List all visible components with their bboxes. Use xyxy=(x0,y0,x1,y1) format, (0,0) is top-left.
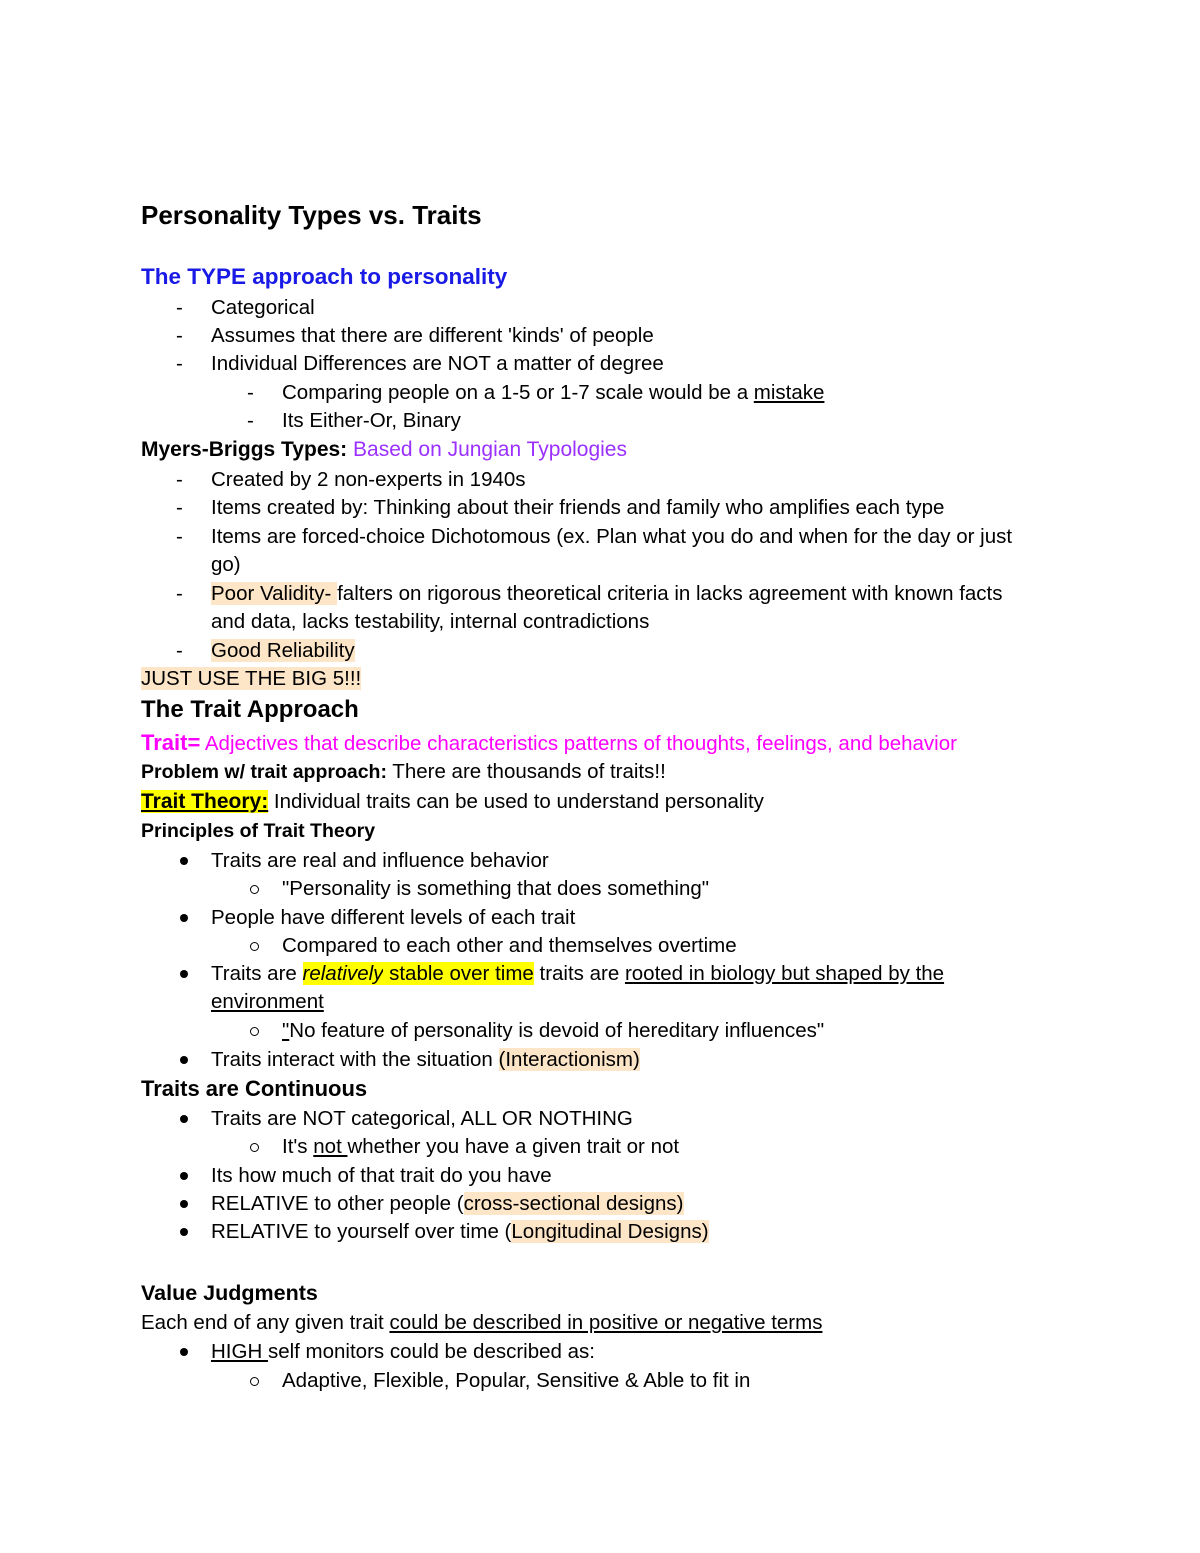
trait-definition xyxy=(141,730,957,757)
text-span: It's xyxy=(282,1135,314,1158)
relatively-highlight: relatively xyxy=(302,962,384,985)
myers-briggs-line xyxy=(141,437,627,463)
poor-validity-highlight: Poor Validity- xyxy=(211,582,338,605)
circle-bullet-icon xyxy=(250,1143,259,1152)
bullet-icon xyxy=(180,914,188,922)
value-judgments-heading: Value Judgments xyxy=(141,1281,318,1305)
underlined-text: could be described in positive or negative terms xyxy=(389,1311,823,1334)
list-item-continued: go) xyxy=(211,553,241,576)
myers-briggs-label: Myers-Briggs Types: xyxy=(141,438,348,461)
interactionism-highlight: (Interactionism) xyxy=(498,1048,640,1071)
good-reliability-highlight: Good Reliability xyxy=(211,639,355,662)
problem-text: There are thousands of traits!! xyxy=(386,760,666,783)
trait-label: Trait= xyxy=(141,730,201,755)
circle-bullet-icon xyxy=(250,885,259,894)
type-approach-heading: The TYPE approach to personality xyxy=(141,264,508,289)
dash-marker: - xyxy=(247,409,254,432)
circle-bullet-icon xyxy=(250,942,259,951)
list-item xyxy=(211,581,1003,607)
bullet-icon xyxy=(180,1348,188,1356)
list-item xyxy=(211,1339,595,1365)
trait-theory-label: Trait Theory: xyxy=(141,790,269,813)
problem-label: Problem w/ trait approach: xyxy=(141,761,387,783)
sub-list-item xyxy=(282,380,824,406)
text-span: self monitors could be described as: xyxy=(267,1340,595,1363)
quote-text: No feature of personality is devoid of hereditary influences" xyxy=(289,1019,825,1042)
list-item: Assumes that there are different 'kinds' of people xyxy=(211,324,654,347)
circle-bullet-icon xyxy=(250,1027,259,1036)
list-item: Traits are NOT categorical, ALL OR NOTHING xyxy=(211,1107,633,1130)
sub-list-item: Adaptive, Flexible, Popular, Sensitive & Able to fit in xyxy=(282,1369,751,1392)
underlined-quote: " xyxy=(282,1019,290,1042)
list-item: Traits are real and influence behavior xyxy=(211,849,549,872)
circle-bullet-icon xyxy=(250,1377,259,1386)
underlined-text: mistake xyxy=(753,381,825,404)
trait-def-text: Adjectives that describe characteristics patterns of thoughts, feelings, and behavior xyxy=(200,732,957,755)
bullet-icon xyxy=(180,1056,188,1064)
bullet-icon xyxy=(180,1200,188,1208)
list-item-continued: environment xyxy=(211,990,324,1013)
bullet-icon xyxy=(180,970,188,978)
dash-marker: - xyxy=(176,582,183,605)
bullet-icon xyxy=(180,857,188,865)
big5-highlight: JUST USE THE BIG 5!!! xyxy=(141,667,362,690)
sub-list-item: Compared to each other and themselves overtime xyxy=(282,934,737,957)
underlined-text: not xyxy=(313,1135,348,1158)
dash-marker: - xyxy=(176,525,183,548)
validity-text: falters on rigorous theoretical criteria in lacks agreement with known facts xyxy=(337,582,1003,605)
cross-sectional-highlight: cross-sectional designs) xyxy=(463,1192,684,1215)
dash-marker: - xyxy=(247,381,254,404)
list-item xyxy=(211,1191,684,1217)
dash-marker: - xyxy=(176,639,183,662)
list-item xyxy=(211,1047,640,1073)
dash-marker: - xyxy=(176,352,183,375)
problem-line xyxy=(141,759,666,785)
sub-list-item: Its Either-Or, Binary xyxy=(282,409,461,432)
underlined-text: rooted in biology but shaped by the xyxy=(624,962,945,985)
value-line xyxy=(141,1310,822,1336)
list-item xyxy=(211,961,944,987)
myers-briggs-note: Based on Jungian Typologies xyxy=(347,438,627,461)
dash-marker: - xyxy=(176,324,183,347)
text-span: Each end of any given trait xyxy=(141,1311,390,1334)
list-item: Created by 2 non-experts in 1940s xyxy=(211,468,526,491)
text-span: RELATIVE to other people ( xyxy=(211,1192,464,1215)
continuous-heading: Traits are Continuous xyxy=(141,1076,368,1101)
bullet-icon xyxy=(180,1115,188,1123)
list-item: Individual Differences are NOT a matter of degree xyxy=(211,352,664,375)
big5-note xyxy=(141,666,361,692)
trait-approach-heading: The Trait Approach xyxy=(141,696,359,723)
list-item-continued: and data, lacks testability, internal contradictions xyxy=(211,610,650,633)
sub-list-item xyxy=(282,1018,824,1044)
dash-marker: - xyxy=(176,296,183,319)
list-item: Items created by: Thinking about their friends and family who amplifies each type xyxy=(211,496,945,519)
text-span: Traits interact with the situation xyxy=(211,1048,499,1071)
text-span: Traits are xyxy=(211,962,303,985)
text-span: whether you have a given trait or not xyxy=(347,1135,680,1158)
trait-theory-line xyxy=(141,789,764,815)
sub-list-item: "Personality is something that does something" xyxy=(282,877,710,900)
list-item xyxy=(211,638,355,664)
dash-marker: - xyxy=(176,496,183,519)
list-item: People have different levels of each trait xyxy=(211,906,576,929)
list-item xyxy=(211,1219,709,1245)
trait-theory-text: Individual traits can be used to understand personality xyxy=(268,790,764,813)
principles-heading: Principles of Trait Theory xyxy=(141,820,376,842)
text-span: traits are xyxy=(533,962,625,985)
list-item: Its how much of that trait do you have xyxy=(211,1164,552,1187)
dash-marker: - xyxy=(176,468,183,491)
sub-list-item xyxy=(282,1134,679,1160)
stable-highlight: stable over time xyxy=(383,962,534,985)
sub-item-text: Comparing people on a 1-5 or 1-7 scale would be a xyxy=(282,381,754,404)
page-title: Personality Types vs. Traits xyxy=(141,200,482,230)
list-item: Categorical xyxy=(211,296,315,319)
longitudinal-highlight: Longitudinal Designs) xyxy=(511,1220,709,1243)
bullet-icon xyxy=(180,1172,188,1180)
text-span: RELATIVE to yourself over time ( xyxy=(211,1220,512,1243)
list-item: Items are forced-choice Dichotomous (ex. Plan what you do and when for the day or just xyxy=(211,525,1013,548)
bullet-icon xyxy=(180,1228,188,1236)
underlined-text: HIGH xyxy=(211,1340,268,1363)
